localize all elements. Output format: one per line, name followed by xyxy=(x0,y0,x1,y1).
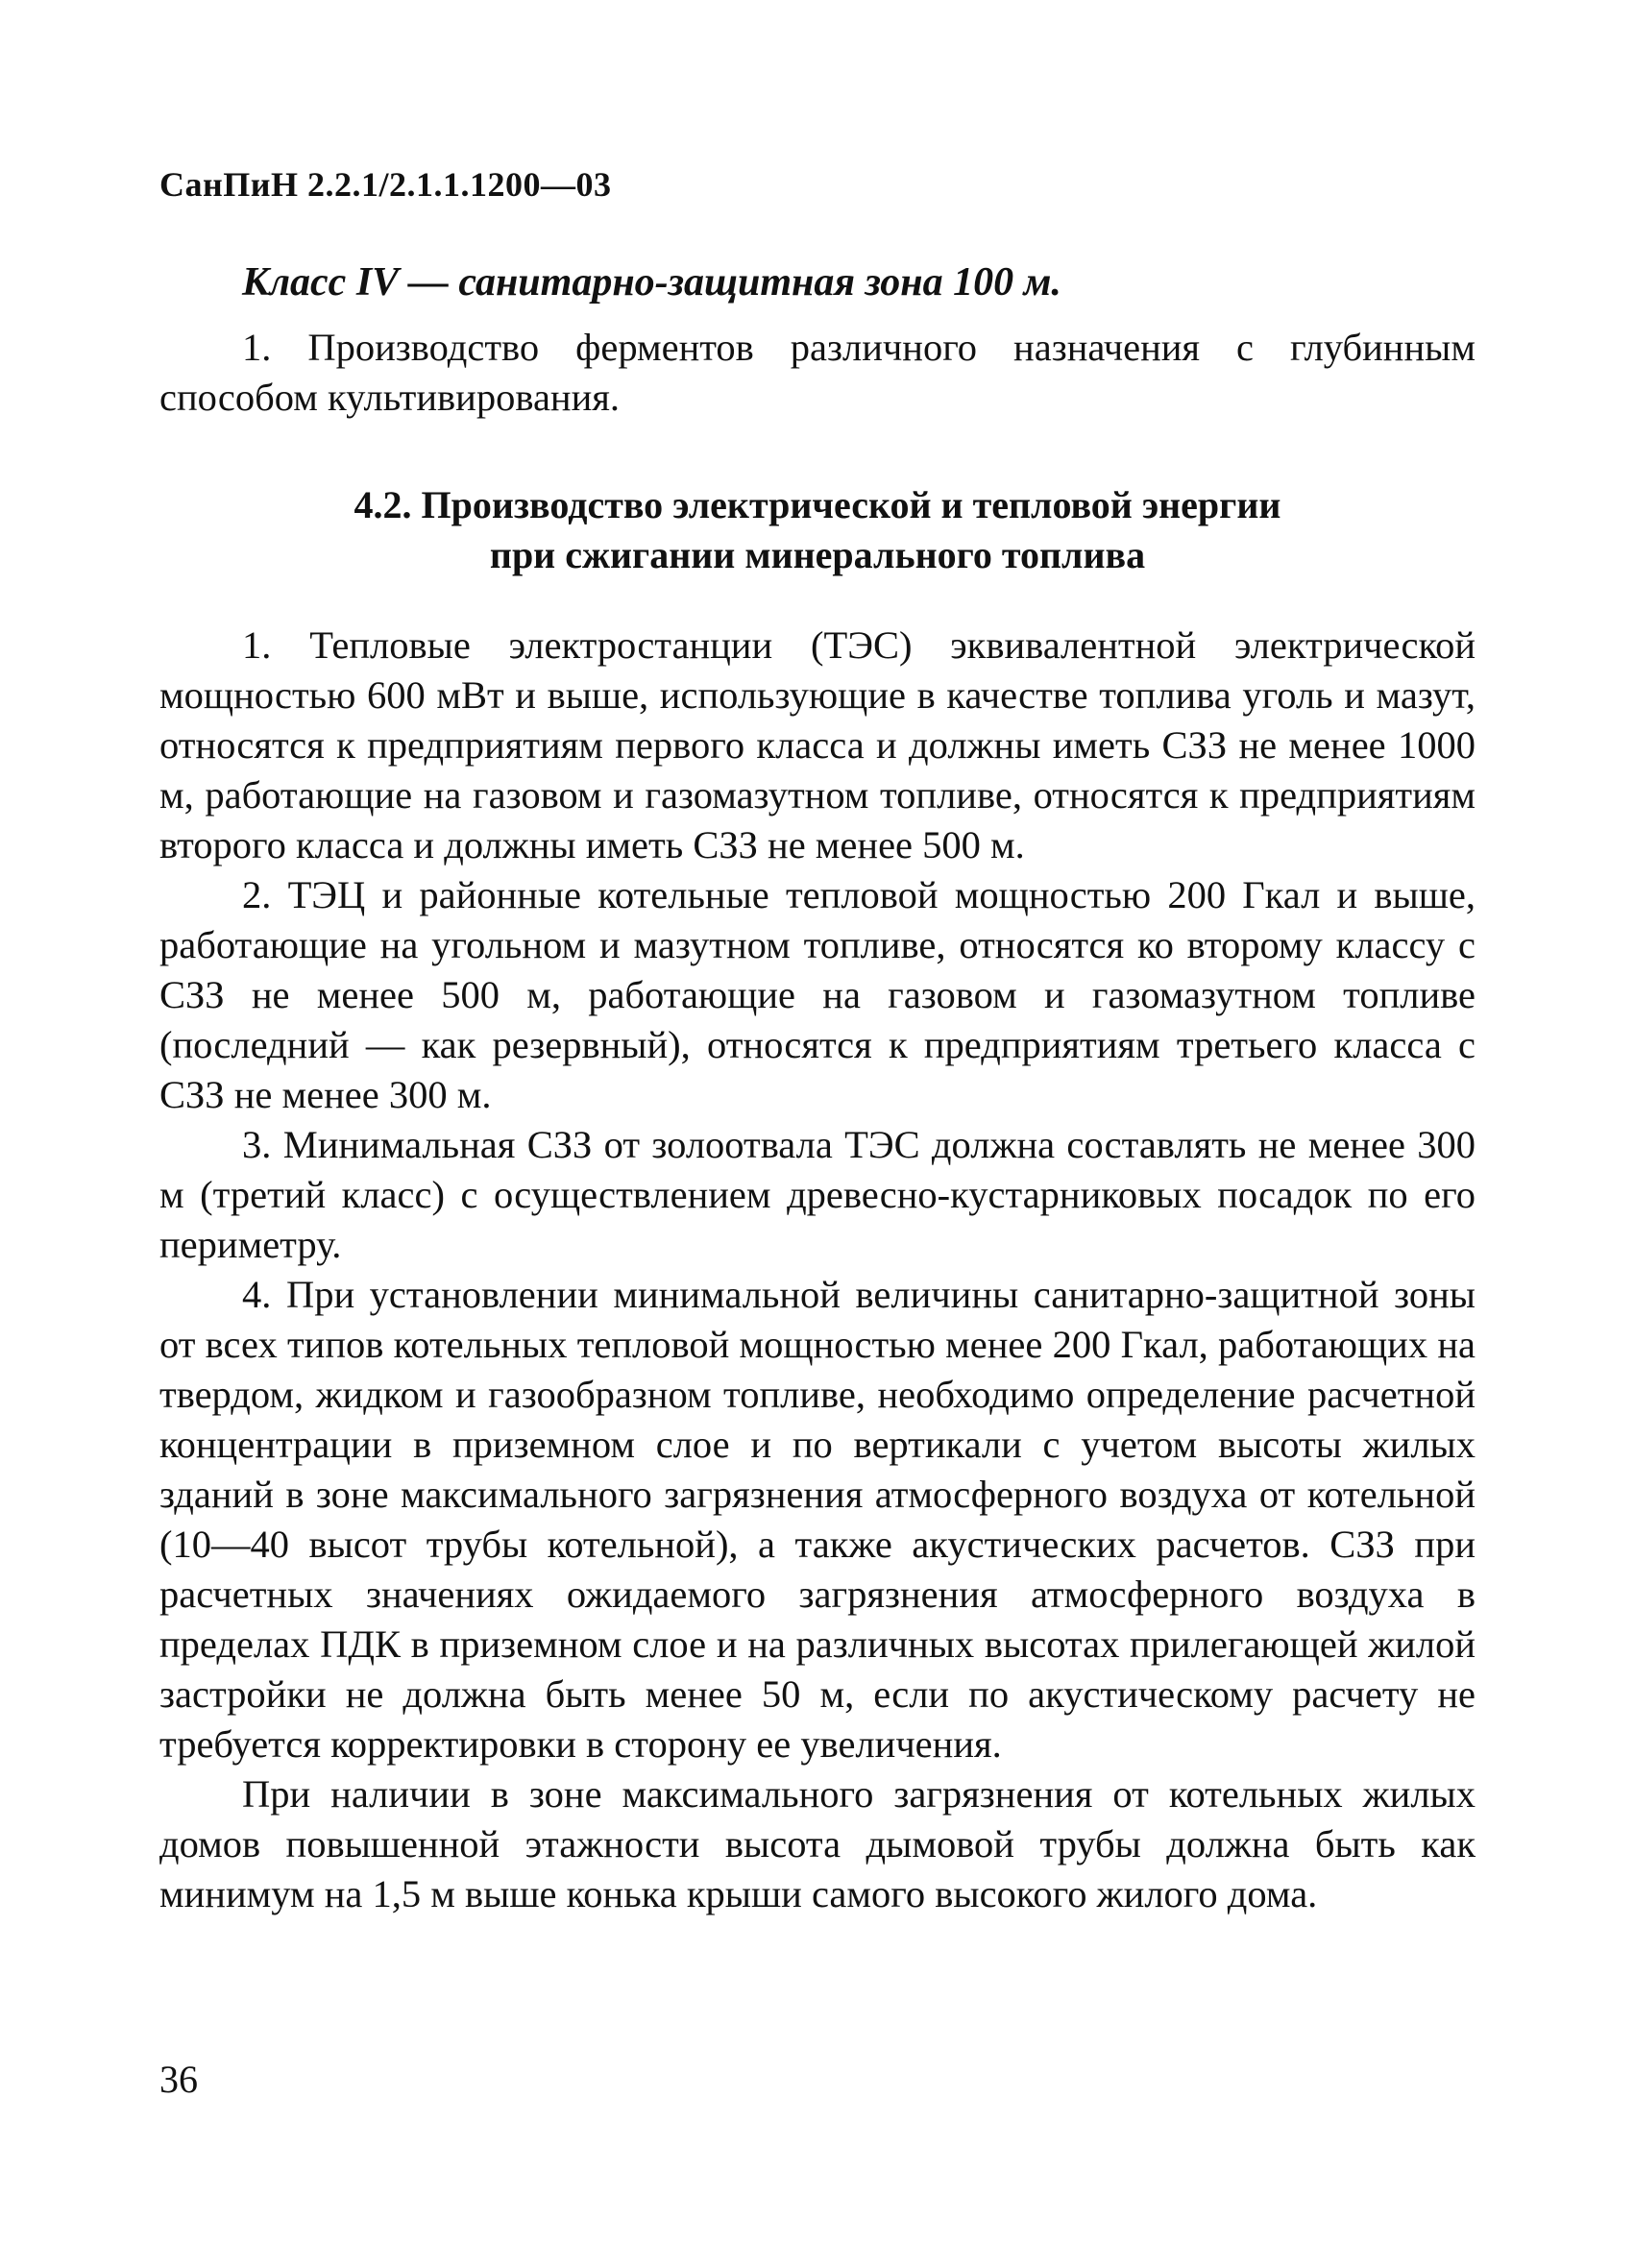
section-paragraph-5: При наличии в зоне максимального загрязнения от котельных жилых домов повышенной этажности высота дымовой трубы должна быть как минимум на 1,5 м выше конька крыши самого высокого жилого дома. xyxy=(159,1772,1475,1915)
running-header: СанПиН 2.2.1/2.1.1.1200—03 xyxy=(159,165,612,204)
document-page xyxy=(159,144,1475,2171)
class-iv-heading: Класс IV — санитарно-защитная зона 100 м. xyxy=(242,260,1061,305)
section-paragraph-1: 1. Тепловые электростанции (ТЭС) эквивалентной электрической мощностью 600 мВт и выше, использующие в качестве топлива уголь и мазут, относятся к предприятиям первого класса и должны иметь СЗЗ не менее 1000 м, работающие на газовом и газомазутном топливе, относятся к предприятиям второго класса и должны иметь СЗЗ не менее 500 м. xyxy=(159,623,1475,866)
section-title-line-1: 4.2. Производство электрической и тепловой энергии xyxy=(354,483,1281,526)
section-paragraph-3: 3. Минимальная СЗЗ от золоотвала ТЭС должна составлять не менее 300 м (третий класс) с осуществлением древесно-кустарниковых посадок по его периметру. xyxy=(159,1123,1475,1266)
class-iv-item-1: 1. Производство ферментов различного назначения с глубинным способом культивирования. xyxy=(159,326,1475,419)
section-title-line-2: при сжигании минерального топлива xyxy=(489,533,1146,576)
section-title xyxy=(159,480,1475,580)
section-paragraph-2: 2. ТЭЦ и районные котельные тепловой мощностью 200 Гкал и выше, работающие на угольном и мазутном топливе, относятся ко второму классу с СЗЗ не менее 500 м, работающие на газовом и газомазутном топливе (последний — как резервный), относятся к предприятиям третьего класса с СЗЗ не менее 300 м. xyxy=(159,873,1475,1116)
page-number: 36 xyxy=(159,2058,198,2101)
section-paragraph-4: 4. При установлении минимальной величины санитарно-защитной зоны от всех типов котельных тепловой мощностью менее 200 Гкал, работающих на твердом, жидком и газообразном топливе, необходимо определение расчетной концентрации в приземном слое и по вертикали с учетом высоты жилых зданий в зоне максимального загрязнения атмосферного воздуха от котельной (10—40 высот трубы котельной), а также акустических расчетов. СЗЗ при расчетных значениях ожидаемого загрязнения атмосферного воздуха в пределах ПДК в приземном слое и на различных высотах прилегающей жилой застройки не должна быть менее 50 м, если по акустическому расчету не требуется корректировки в сторону ее увеличения. xyxy=(159,1273,1475,1766)
section-body xyxy=(159,621,1475,1919)
